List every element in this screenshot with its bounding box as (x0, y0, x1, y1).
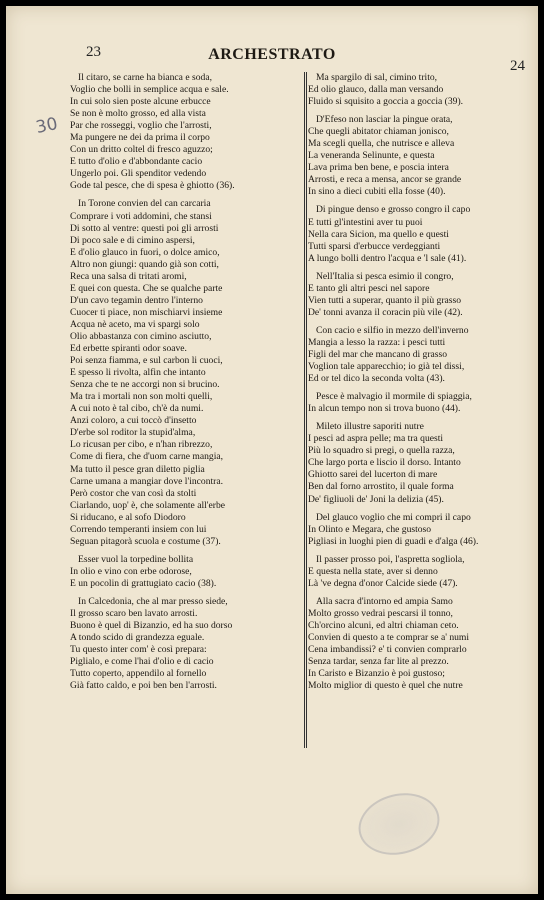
verse-line: E quei con questa. Che se qualche parte (70, 282, 223, 294)
verse-line: Tutto coperto, appendilo al fornello (70, 668, 207, 680)
verse-line: Però costor che van così da stolti (70, 487, 197, 499)
verse-line: Ed or tel dico la seconda volta (43). (308, 373, 445, 385)
verse-line: Il citaro, se carne ha bianca e soda, (78, 72, 212, 83)
verse-line: Molto grosso vedrai pescarsi il tonno, (308, 607, 453, 619)
verse-line: Seguan pitagorà scuola e costume (37). (70, 535, 221, 547)
stanza (308, 554, 523, 590)
stanza (308, 114, 523, 198)
verse-line: Ch'orcino alcuni, ed altri chiaman ceto. (308, 619, 459, 631)
verse-line: Acqua nè aceto, ma vi spargi solo (70, 318, 200, 330)
verse-line: Ma tra i mortali non son molti quelli, (70, 391, 213, 403)
verse-line: In olio e vino con erbe odorose, (70, 565, 192, 577)
stanza (70, 596, 298, 692)
verse-line: Nell'Italia si pesca esimio il congro, (316, 270, 454, 282)
verse-line: Pesce è malvagio il mormile di spiaggia, (316, 391, 472, 403)
verse-line: Di pingue denso e grosso congro il capo (316, 204, 471, 216)
verse-line: Mangia a lesso la razza: i pesci tutti (308, 336, 446, 348)
verse-line: Ungerlo poi. Gli spenditor vedendo (70, 168, 207, 180)
verse-line: Più lo squadro si pregi, o quella razza, (308, 445, 455, 457)
verse-line: Già fatto caldo, e poi ben ben l'arrosti. (70, 680, 217, 692)
column-divider (304, 72, 307, 748)
verse-line: E tutti gl'intestini aver tu puoi (308, 216, 423, 228)
verse-line: Del glauco voglio che mi compri il capo (316, 511, 471, 523)
verse-line: D'un cavo tegamin dentro l'interno (70, 294, 203, 306)
verse-line: Mileto illustre saporiti nutre (316, 421, 424, 433)
verse-line: Comprare i voti addomini, che stansi (70, 210, 212, 222)
verse-line: Tu questo inter com' è così prepara: (70, 644, 207, 656)
verse-line: Di sotto al ventre: questi poi gli arrosti (70, 222, 219, 234)
stanza (308, 271, 523, 319)
verse-line: Il passer prosso poi, l'aspretta sogliola, (316, 553, 465, 565)
verse-line: Lo ricusan per cibo, e n'han ribrezzo, (70, 439, 213, 451)
verse-line: In Olinto e Megara, che gustoso (308, 523, 432, 535)
verse-line: E spesso li rivolta, alfin che intanto (70, 367, 206, 379)
verse-line: Ben dal forno arrostito, il quale forma (308, 481, 454, 493)
stanza (70, 72, 298, 192)
verse-line: Ed erbette spiranti odor soave. (70, 343, 187, 355)
verse-line: D'erbe sol roditor la stupid'alma, (70, 427, 196, 439)
library-stamp (352, 785, 446, 863)
handwritten-margin-note: 30 (34, 113, 60, 139)
verse-line: La veneranda Selinunte, e questa (308, 150, 435, 162)
verse-line: Se non è molto grosso, ed alla vista (70, 108, 206, 120)
stanza (308, 391, 523, 415)
stanza (308, 512, 523, 548)
verse-line: A cui noto è tal cibo, ch'è da numi. (70, 403, 204, 415)
stanza (70, 198, 298, 547)
verse-line: Di poco sale e di cimino aspersi, (70, 234, 195, 246)
verse-line: Olio abbastanza con cimino asciutto, (70, 330, 212, 342)
verse-line: E questa nella state, aver si denno (308, 565, 438, 577)
verse-line: Carne umana a mangiar dove l'incontra. (70, 475, 224, 487)
verse-line: A tondo scido di grandezza eguale. (70, 632, 205, 644)
verse-line: Ma scegli quella, che nutrisce e alleva (308, 138, 455, 150)
verse-line: Reca una salsa di tritati aromi, (70, 270, 187, 282)
verse-line: In Caristo e Bizanzio è poi gustoso; (308, 668, 445, 680)
verse-line: I pesci ad aspra pelle; ma tra questi (308, 433, 444, 445)
verse-line: Che largo porta e liscio il dorso. Intanto (308, 457, 461, 469)
verse-line: Si riducano, e al sofo Diodoro (70, 511, 186, 523)
verse-line: Tutti sparsi d'erbucce verdeggianti (308, 240, 441, 252)
verse-line: Alla sacra d'intorno ed ampia Samo (316, 595, 453, 607)
stanza (308, 325, 523, 385)
verse-line: Ma pungere ne dei da prima il corpo (70, 132, 210, 144)
verse-line: Nella cara Sicion, ma quello e questi (308, 228, 449, 240)
verse-line: In cui solo sien poste alcune erbucce (70, 96, 211, 108)
verse-line: D'Efeso non lasciar la pingue orata, (316, 114, 453, 126)
stanza (308, 72, 523, 108)
verse-line: E un pocolin di grattugiato cacio (38). (70, 577, 217, 589)
verse-line: Ed olio glauco, dalla man versando (308, 84, 444, 96)
verse-line: Anzi coloro, a cui toccò d'insetto (70, 415, 197, 427)
verse-line: Con cacio e silfio in mezzo dell'inverno (316, 324, 469, 336)
page-number-right: 24 (510, 58, 525, 74)
verse-line: A lungo bolli dentro l'acqua e 'l sale (41). (308, 252, 467, 264)
page-title: ARCHESTRATO (208, 46, 336, 63)
verse-line: De' tonni avanza il coracin più vile (42). (308, 306, 463, 318)
verse-line: Arrosti, e reca a mensa, ancor se grande (308, 174, 462, 186)
verse-line: Voglion tale apparecchio; io già tel dissi, (308, 361, 465, 373)
verse-line: In Calcedonia, che al mar presso siede, (78, 595, 228, 607)
verse-line: Correndo temperanti insiem con lui (70, 523, 207, 535)
verse-line: Figli del mar che mancano di grasso (308, 348, 448, 360)
verse-line: In Torone convien del can carcaria (78, 198, 211, 210)
verse-line: Pigliasi in luoghi pien di guadi e d'alga (46). (308, 535, 479, 547)
verse-line: Poi senza fiamma, e sul carbon li cuoci, (70, 355, 223, 367)
verse-line: Fluido si squisito a goccia a goccia (39). (308, 96, 464, 108)
verse-line: Piglialo, e come l'hai d'olio e di cacio (70, 656, 214, 668)
verse-line: Esser vuol la torpedine bollita (78, 553, 194, 565)
verse-line: Ghiotto sarei del lucerton di mare (308, 469, 438, 481)
verse-line: Con un dritto coltel di fresco aguzzo; (70, 144, 213, 156)
verse-line: E tanto gli altri pesci nel sapore (308, 282, 430, 294)
stanza (308, 596, 523, 692)
verse-line: E tutto d'olio e d'abbondante cacio (70, 156, 203, 168)
verse-line: Cuocer ti piace, non mischiarvi insieme (70, 306, 223, 318)
verse-line: Il grosso scaro ben lavato arrosti. (70, 608, 198, 620)
stanza (308, 421, 523, 505)
verse-line: De' figliuoli de' Joni la delizia (45). (308, 493, 444, 505)
verse-line: Lava prima ben bene, e poscia intera (308, 162, 449, 174)
stanza (308, 204, 523, 264)
verse-line: Ma spargilo di sal, cimino trito, (316, 72, 438, 83)
book-page (6, 6, 538, 894)
verse-line: Senza che te ne accorgi non si brucino. (70, 379, 220, 391)
stanza (70, 554, 298, 590)
verse-line: Che quegli abitator chiaman jonisco, (308, 126, 449, 138)
left-column (70, 72, 298, 692)
page-number-left: 23 (86, 44, 101, 60)
verse-line: Altro non giungi: quando già son cotti, (70, 258, 219, 270)
verse-line: Gode tal pesce, che di spesa è ghiotto (36). (70, 180, 235, 192)
verse-line: Voglio che bolli in semplice acqua e sale. (70, 84, 229, 96)
verse-line: In alcun tempo non si trova buono (44). (308, 403, 461, 415)
verse-line: Senza tardar, senza far lite al prezzo. (308, 656, 449, 668)
verse-line: Cena imbandissi? e' ti convien comprarlo (308, 644, 467, 656)
verse-line: Molto miglior di questo è quel che nutre (308, 680, 463, 692)
verse-line: Convien di questo a te comprar se a' numi (308, 631, 470, 643)
verse-line: Vien tutti a superar, quanto il più grasso (308, 294, 462, 306)
verse-line: Là 've degna d'onor Calcide siede (47). (308, 577, 458, 589)
verse-line: Ma tutto il pesce gran diletto piglia (70, 463, 205, 475)
verse-line: Buono è quel di Bizanzio, ed ha suo dorso (70, 620, 233, 632)
verse-line: In sino a dieci cubiti ella fosse (40). (308, 186, 446, 198)
verse-line: E d'olio glauco in fuori, o dolce amico, (70, 246, 220, 258)
right-column (308, 72, 523, 692)
verse-line: Ciarlando, uop' è, che solamente all'erbe (70, 499, 226, 511)
verse-line: Come di fiera, che d'uom carne mangia, (70, 451, 224, 463)
verse-line: Par che rosseggi, voglio che l'arrosti, (70, 120, 212, 132)
